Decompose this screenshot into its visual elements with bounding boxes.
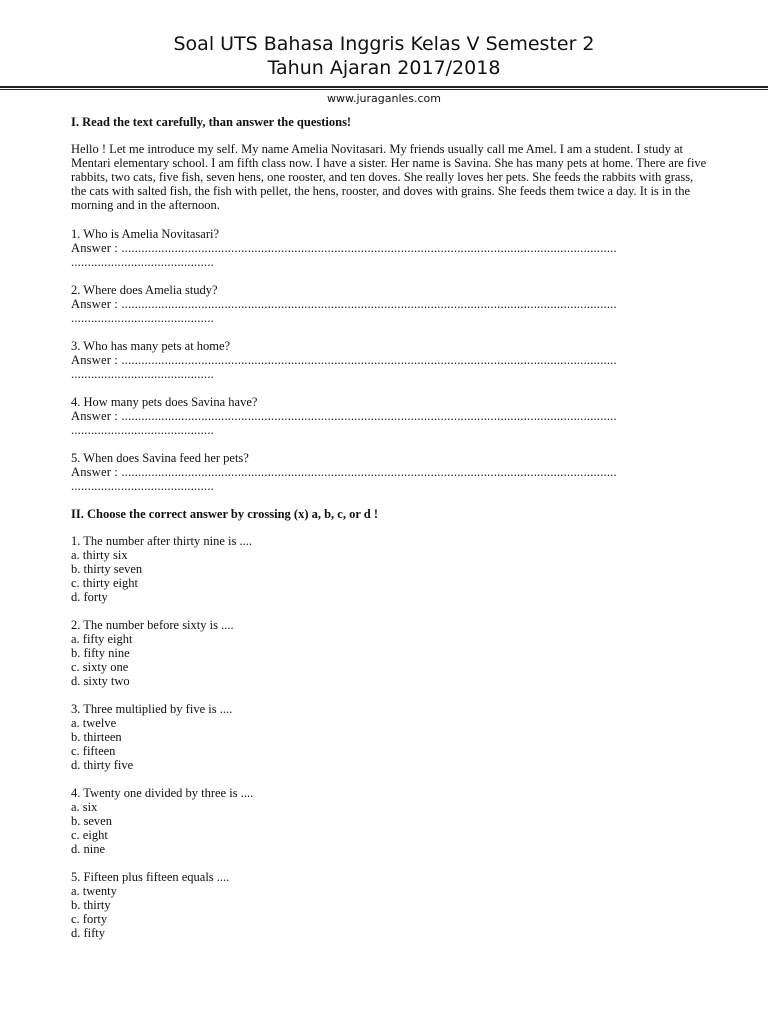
question-text: 2. Where does Amelia study?	[71, 283, 218, 297]
option-b: b. thirteen	[71, 730, 122, 744]
website-link[interactable]: www.juraganles.com	[326, 92, 441, 105]
page-header	[0, 32, 768, 80]
option-d: d. nine	[71, 842, 106, 856]
multiple-choice-item	[71, 870, 711, 940]
option-a: a. thirty six	[71, 548, 128, 562]
answer-line-continued: ...........................................	[71, 367, 214, 381]
answer-line: Answer : .....................................................................................................................................................	[71, 465, 617, 479]
worksheet-body	[71, 115, 711, 954]
answer-line: Answer : .....................................................................................................................................................	[71, 241, 617, 255]
answer-line: Answer : .....................................................................................................................................................	[71, 353, 617, 367]
question-text: 5. When does Savina feed her pets?	[71, 451, 249, 465]
reading-passage: Hello ! Let me introduce my self. My name Amelia Novitasari. My friends usually call me Amel. I am a student. I study at Mentari elementary school. I am fifth class now. I have a sister. Her name is Savina. She has many pets at home. There are five rabbits, two cats, five fish, seven hens, one rooster, and ten doves. She really loves her pets. She feeds the rabbits with grass, the cats with salted fish, the fish with pellet, the hens, rooster, and doves with grains. She feeds them twice a day. It is in the morning and in the afternoon.	[71, 142, 707, 212]
header-divider-thin	[0, 89, 768, 90]
option-d: d. forty	[71, 590, 108, 604]
option-c: c. forty	[71, 912, 108, 926]
answer-line: Answer : .....................................................................................................................................................	[71, 409, 617, 423]
answer-line-continued: ...........................................	[71, 423, 214, 437]
section-1-heading: I. Read the text carefully, than answer the questions!	[71, 115, 352, 129]
multiple-choice-item	[71, 534, 711, 604]
option-b: b. thirty	[71, 898, 111, 912]
option-b: b. seven	[71, 814, 112, 828]
option-c: c. eight	[71, 828, 108, 842]
multiple-choice-item	[71, 786, 711, 856]
option-a: a. fifty eight	[71, 632, 133, 646]
essay-question	[71, 283, 711, 325]
question-text: 1. Who is Amelia Novitasari?	[71, 227, 220, 241]
title-line-1: Soal UTS Bahasa Inggris Kelas V Semester 2	[173, 33, 595, 55]
answer-line-continued: ...........................................	[71, 255, 214, 269]
option-a: a. twenty	[71, 884, 117, 898]
option-d: d. sixty two	[71, 674, 130, 688]
option-c: c. sixty one	[71, 660, 129, 674]
mc-question: 1. The number after thirty nine is ....	[71, 534, 252, 548]
multiple-choice-item	[71, 702, 711, 772]
option-c: c. thirty eight	[71, 576, 138, 590]
title-line-2: Tahun Ajaran 2017/2018	[267, 57, 501, 79]
question-text: 4. How many pets does Savina have?	[71, 395, 258, 409]
section-2-heading: II. Choose the correct answer by crossing (x) a, b, c, or d !	[71, 507, 379, 521]
mc-question: 4. Twenty one divided by three is ....	[71, 786, 254, 800]
option-a: a. twelve	[71, 716, 117, 730]
essay-question	[71, 339, 711, 381]
mc-question: 2. The number before sixty is ....	[71, 618, 234, 632]
option-d: d. thirty five	[71, 758, 134, 772]
essay-question	[71, 451, 711, 493]
option-b: b. fifty nine	[71, 646, 130, 660]
option-a: a. six	[71, 800, 98, 814]
multiple-choice-item	[71, 618, 711, 688]
question-text: 3. Who has many pets at home?	[71, 339, 231, 353]
header-divider	[0, 86, 768, 88]
option-c: c. fifteen	[71, 744, 116, 758]
mc-question: 3. Three multiplied by five is ....	[71, 702, 233, 716]
mc-question: 5. Fifteen plus fifteen equals ....	[71, 870, 230, 884]
answer-line: Answer : .....................................................................................................................................................	[71, 297, 617, 311]
essay-question	[71, 395, 711, 437]
essay-question	[71, 227, 711, 269]
answer-line-continued: ...........................................	[71, 479, 214, 493]
option-b: b. thirty seven	[71, 562, 143, 576]
answer-line-continued: ...........................................	[71, 311, 214, 325]
option-d: d. fifty	[71, 926, 106, 940]
